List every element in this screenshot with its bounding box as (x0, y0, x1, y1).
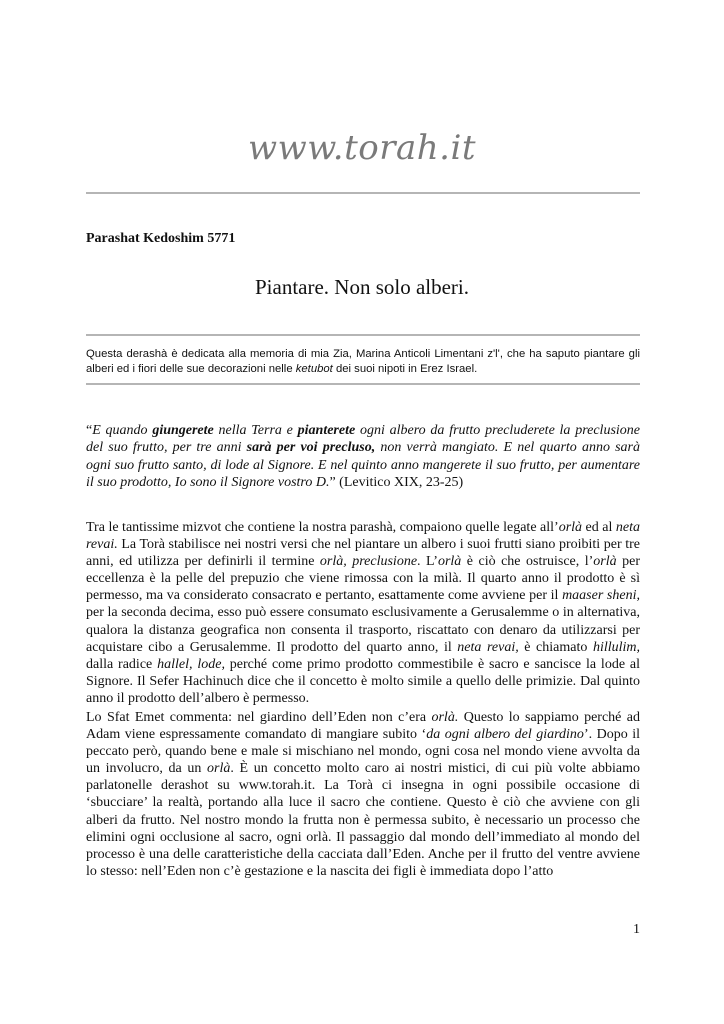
dedication-bottom-divider (86, 383, 640, 385)
parashah-heading: Parashat Kedoshim 5771 (86, 231, 236, 246)
scripture-quote: “E quando giungerete nella Terra e pianterete ogni albero da frutto precluderete la preclusione del suo frutto, per tre anni sarà per voi precluso, non verrà mangiato. E nel quarto anno sarà ogni suo frutto santo, di lode al Signore. E nel quinto anno mangerete il suo frutto, per aumentare il suo prodotto, Io sono il Signore vostro D.” (Levitico XIX, 23-25) (86, 423, 640, 490)
page-number: 1 (633, 922, 640, 937)
header-divider (86, 192, 640, 194)
dedication-top-divider (86, 334, 640, 336)
page-title: Piantare. Non solo alberi. (254, 275, 470, 299)
site-header-logo: www.torah.it (248, 128, 476, 168)
body-paragraph-1: Tra le tantissime mizvot che contiene la nostra parashà, compaiono quelle legate all’orlà ed al neta revai. La Torà stabilisce nei nostri versi che nel piantare un albero i suoi frutti siano proibiti per tre anni, ed utilizza per definirli il termine orlà, preclusione. L’orlà è ciò che ostruisce, l’orlà per eccellenza è la pelle del prepuzio che viene rimossa con la milà. Il quarto anno il prodotto è sì permesso, ma va considerato consacrato e pertanto, esattamente come avviene per il maaser sheni, per la seconda decima, esso può essere consumato esclusivamente a Gerusalemme o in alternativa, qualora la distanza geografica non consenta il trasporto, riscattato con denaro da utilizzarsi per acquistare cibo a Gerusalemme. Il prodotto del quarto anno, il neta revai, è chiamato hillulim, dalla radice hallel, lode, perché come primo prodotto commestibile è sacro e sancisce la lode al Signore. Il Sefer Hachinuch dice che il concetto è molto simile a quello delle primizie. Dal quinto anno il prodotto dell’albero è permesso. (86, 520, 641, 706)
dedication-text: Questa derashà è dedicata alla memoria di mia Zia, Marina Anticoli Limentani z'l', che ha saputo piantare gli alberi ed i fiori delle sue decorazioni nelle ketubot dei suoi nipoti in Erez Israel. (86, 348, 640, 375)
body-paragraph-2: Lo Sfat Emet commenta: nel giardino dell’Eden non c’era orlà. Questo lo sappiamo perché ad Adam viene espressamente comandato di mangiare subito ‘da ogni albero del giardino’. Dopo il peccato però, quando bene e male si mischiano nel mondo, ogni cosa nel mondo viene avvolta da un involucro, da un orlà. È un concetto molto caro ai nostri mistici, di cui più volte abbiamo parlatonelle derashot su www.torah.it. La Torà ci insegna in ogni possibile occasione di ‘sbucciare’ la realtà, portando alla luce il sacro che contiene. Questo è ciò che avviene con gli alberi da frutto. Nel nostro mondo la frutta non è permessa subito, è necessario un processo che elimini ogni occlusione al sacro, ogni orlà. Il passaggio dal mondo dell’immediato al mondo del processo è una delle caratteristiche della cacciata dall’Eden. Anche per il frutto del ventre avviene lo stesso: nell’Eden non c’è gestazione e la nascita dei figli è immediata dopo l’atto (86, 710, 640, 879)
